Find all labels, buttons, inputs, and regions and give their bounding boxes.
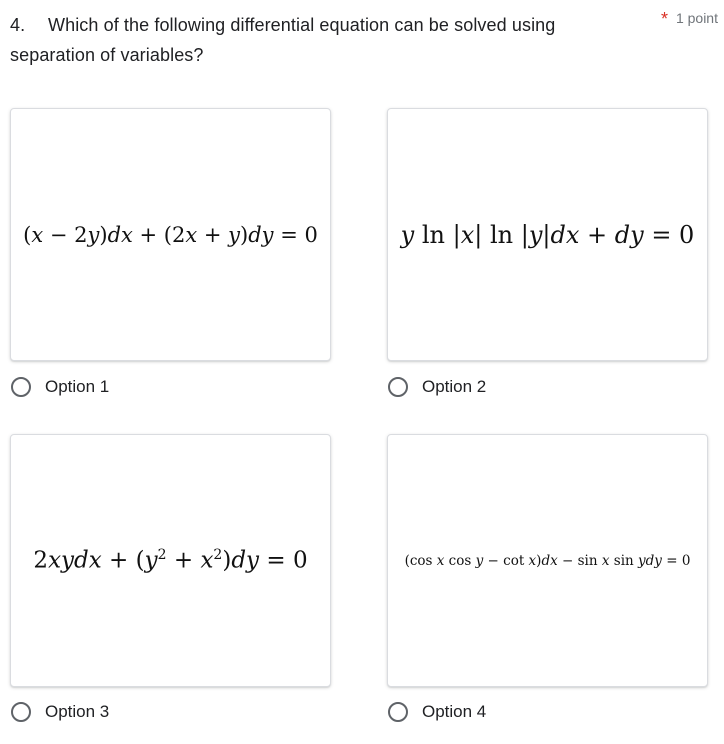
points-indicator (660, 9, 718, 29)
f2-part: dx (550, 220, 580, 249)
option-1-image-card[interactable] (10, 108, 331, 361)
f4-part: = 0 (661, 552, 691, 569)
f2-part: = 0 (643, 220, 695, 249)
option-1-label: Option 1 (45, 377, 110, 396)
f3-part: 2 (213, 547, 223, 564)
f2-part: x (460, 220, 475, 249)
option-1-row[interactable] (11, 377, 109, 397)
f4-part: ) (536, 552, 542, 569)
f1-part: x (31, 222, 44, 247)
f2-part: | (542, 220, 551, 249)
option-3-formula (33, 547, 307, 574)
option-2-radio[interactable] (388, 377, 408, 397)
f4-part: ydy (638, 552, 662, 569)
f3-part: + ( (101, 547, 145, 574)
f3-part: y (144, 547, 158, 574)
f4-part: cos (444, 552, 476, 569)
f1-part: ( (23, 222, 32, 247)
f1-part: − 2 (43, 222, 88, 247)
f3-part: + (166, 547, 201, 574)
f4-part: x (528, 552, 537, 569)
f2-part: y (400, 220, 415, 249)
f1-part: = 0 (273, 222, 318, 247)
f3-part: ) (222, 547, 232, 574)
f1-part: x (185, 222, 198, 247)
f1-part: y (228, 222, 241, 247)
f4-part: x (601, 552, 610, 569)
option-4-label: Option 4 (422, 702, 487, 721)
f2-part: ln | (414, 220, 461, 249)
f4-part: − cot (483, 552, 529, 569)
f3-part: 2 (33, 547, 49, 574)
f3-part: x (200, 547, 214, 574)
f3-part: xydx (48, 547, 102, 574)
option-2-image-card[interactable] (387, 108, 708, 361)
option-2-row[interactable] (388, 377, 486, 397)
option-4-image-card[interactable] (387, 434, 708, 687)
question-title (10, 10, 630, 70)
option-1-formula (23, 223, 318, 247)
f4-part: dx (541, 552, 558, 569)
f2-part: y (528, 220, 543, 249)
f3-part: 2 (157, 547, 167, 564)
option-2-label: Option 2 (422, 377, 487, 396)
f1-part: y (87, 222, 100, 247)
f1-part: dx (107, 222, 133, 247)
question-text: Which of the following differential equation can be solved using separation of variables? (10, 15, 556, 65)
f1-part: + (197, 222, 229, 247)
option-3-radio[interactable] (11, 702, 31, 722)
option-4-formula (405, 553, 691, 569)
option-3-image-card[interactable] (10, 434, 331, 687)
question-number: 4. (10, 15, 26, 35)
f2-part: + (579, 220, 615, 249)
option-4-radio[interactable] (388, 702, 408, 722)
option-3-label: Option 3 (45, 702, 110, 721)
f1-part: + (2 (132, 222, 186, 247)
f1-part: ) (99, 222, 108, 247)
option-2-formula (401, 221, 695, 249)
f4-part: sin (609, 552, 639, 569)
f4-part: (cos (404, 552, 437, 569)
f4-part: x (436, 552, 445, 569)
option-1-radio[interactable] (11, 377, 31, 397)
f3-part: = 0 (259, 547, 308, 574)
required-asterisk-icon: * (660, 9, 668, 29)
f2-part: | ln | (474, 220, 529, 249)
f4-part: − sin (557, 552, 602, 569)
f1-part: dy (248, 222, 274, 247)
option-3-row[interactable] (11, 702, 109, 722)
f2-part: dy (614, 220, 644, 249)
option-4-row[interactable] (388, 702, 486, 722)
points-label: 1 point (675, 10, 718, 26)
f4-part: y (475, 552, 484, 569)
f3-part: dy (231, 547, 260, 574)
f1-part: ) (240, 222, 249, 247)
